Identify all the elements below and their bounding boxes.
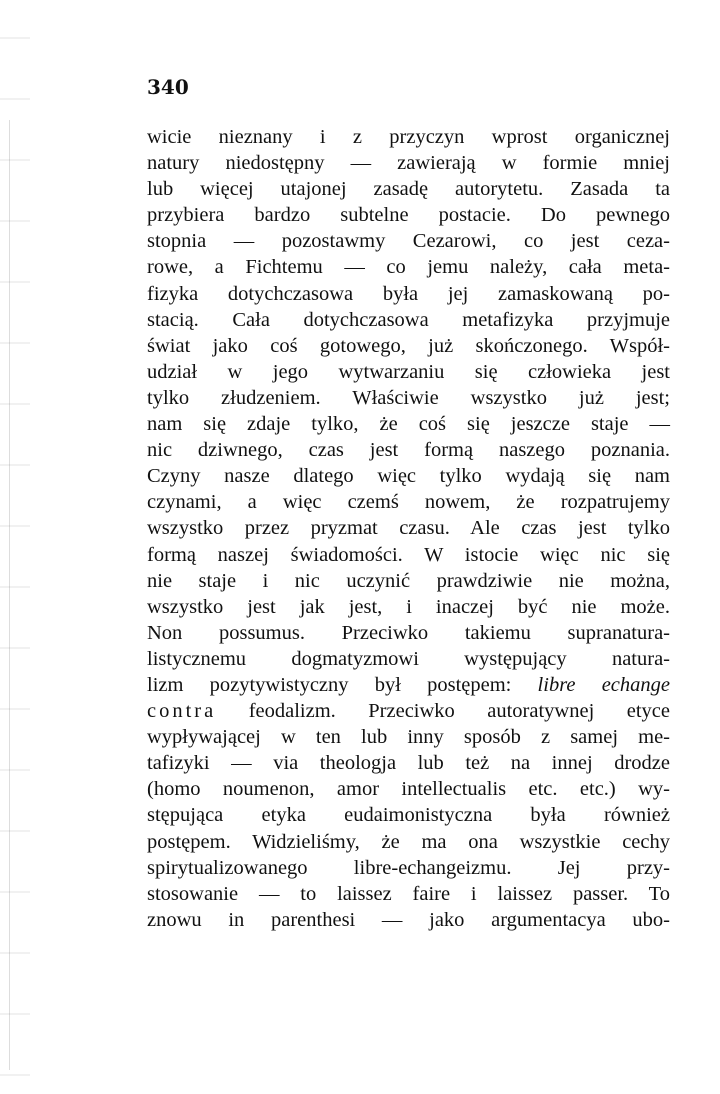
text-line <box>147 881 670 907</box>
page-number: 340 <box>147 75 189 99</box>
text-segment: wypływającej w ten lub inny sposób z samej me- <box>147 726 670 749</box>
text-segment: stępująca etyka eudaimonistyczna była również <box>147 804 670 827</box>
text-segment: spirytualizowanego libre-echangeizmu. Jej przy- <box>147 856 670 879</box>
text-line <box>147 568 670 594</box>
text-line <box>147 411 670 437</box>
text-line <box>147 307 670 333</box>
text-line <box>147 254 670 280</box>
scan-edge-artifact <box>0 0 30 1094</box>
text-line <box>147 202 670 228</box>
text-line <box>147 463 670 489</box>
text-line <box>147 176 670 202</box>
text-line <box>147 359 670 385</box>
text-line <box>147 698 670 724</box>
text-line <box>147 124 670 150</box>
text-segment: świat jako coś gotowego, już skończonego. Współ- <box>147 334 670 357</box>
text-segment: natury niedostępny — zawierają w formie mniej <box>147 152 670 175</box>
text-segment: przybiera bardzo subtelne postacie. Do pewnego <box>147 204 670 227</box>
text-line <box>147 620 670 646</box>
text-segment: rowe, a Fichtemu — co jemu należy, cała meta- <box>147 256 670 279</box>
text-line <box>147 150 670 176</box>
text-line <box>147 855 670 881</box>
scan-line-artifact <box>9 120 10 1070</box>
body-text <box>147 124 670 933</box>
text-line <box>147 515 670 541</box>
text-segment: nie staje i nic uczynić prawdziwie nie można, <box>147 569 670 592</box>
text-line <box>147 672 670 698</box>
text-segment: stopnia — pozostawmy Cezarowi, co jest ceza- <box>147 230 670 253</box>
text-line <box>147 907 670 933</box>
text-segment: fizyka dotychczasowa była jej zamaskowaną po- <box>147 282 670 305</box>
text-segment: tafizyki — via theologja lub też na innej drodze <box>147 752 670 775</box>
text-segment: znowu in parenthesi — jako argumentacya ubo- <box>147 908 670 931</box>
text-segment: lub więcej utajonej zasadę autorytetu. Zasada ta <box>147 178 670 201</box>
text-segment: stacią. Cała dotychczasowa metafizyka przyjmuje <box>147 308 670 331</box>
text-line <box>147 228 670 254</box>
text-line <box>147 776 670 802</box>
text-segment: libre echange <box>537 673 670 696</box>
text-segment: wszystko jest jak jest, i inaczej być nie może. <box>147 595 670 618</box>
text-segment: czynami, a więc czemś nowem, że rozpatrujemy <box>147 491 670 514</box>
text-line <box>147 829 670 855</box>
text-segment: feodalizm. Przeciwko autoratywnej etyce <box>216 700 670 723</box>
text-line <box>147 750 670 776</box>
text-line <box>147 333 670 359</box>
text-line <box>147 724 670 750</box>
text-segment: wszystko przez pryzmat czasu. Ale czas jest tylko <box>147 517 670 540</box>
text-segment: wicie nieznany i z przyczyn wprost organicznej <box>147 126 670 148</box>
text-segment: udział w jego wytwarzaniu się człowieka jest <box>147 360 670 383</box>
text-line <box>147 646 670 672</box>
text-segment: listycznemu dogmatyzmowi występujący natura- <box>147 647 670 670</box>
text-segment: Non possumus. Przeciwko takiemu supranatura- <box>147 621 670 644</box>
text-segment: tylko złudzeniem. Właściwie wszystko już jest; <box>147 386 670 409</box>
text-segment: stosowanie — to laissez faire i laissez passer. To <box>147 882 670 905</box>
text-segment: lizm pozytywistyczny był postępem: <box>147 673 538 696</box>
text-line <box>147 437 670 463</box>
text-segment: formą naszej świadomości. W istocie więc nic się <box>147 543 670 566</box>
text-segment: Czyny nasze dlatego więc tylko wydają się nam <box>147 465 670 488</box>
text-line <box>147 802 670 828</box>
text-segment: nam się zdaje tylko, że coś się jeszcze staje — <box>147 413 670 436</box>
text-segment: contra <box>147 700 217 723</box>
text-segment: postępem. Widzieliśmy, że ma ona wszystkie cechy <box>147 830 670 853</box>
text-line <box>147 489 670 515</box>
text-line <box>147 281 670 307</box>
text-segment: nic dziwnego, czas jest formą naszego poznania. <box>147 439 670 462</box>
text-line <box>147 385 670 411</box>
text-segment: (homo noumenon, amor intellectualis etc. etc.) wy- <box>147 778 670 801</box>
text-line <box>147 594 670 620</box>
text-line <box>147 542 670 568</box>
